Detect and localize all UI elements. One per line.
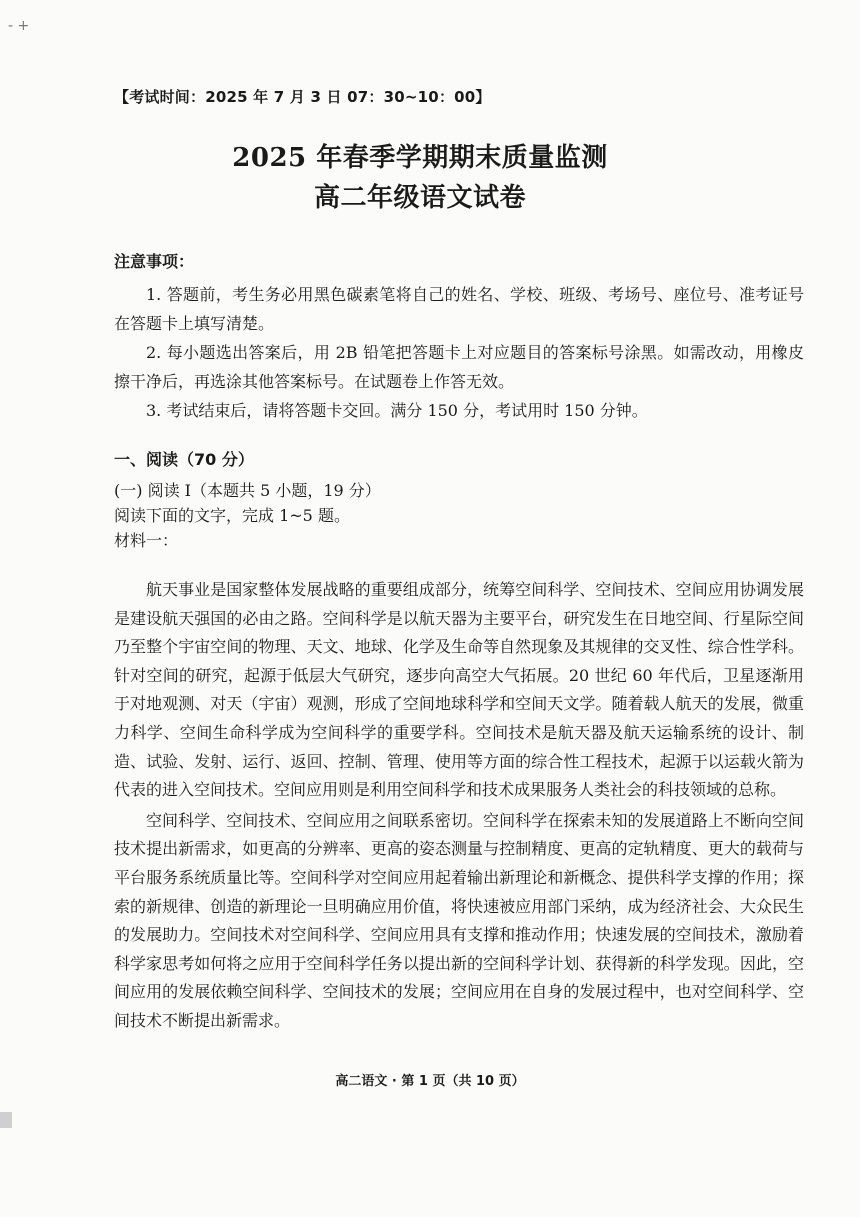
material-paragraph-1: 航天事业是国家整体发展战略的重要组成部分，统筹空间科学、空间技术、空间应用协调发展是建设航天强国的必由之路。空间科学是以航天器为主要平台，研究发生在日地空间、行星际空间乃至整个宇宙空间的物理、天文、地球、化学及生命等自然现象及其规律的交叉性、综合性学科。针对空间的研究，起源于低层大气研究，逐步向高空大气拓展。20 世纪 60 年代后，卫星逐渐用于对地观测、对天（宇宙）观测，形成了空间地球科学和空间天文学。随着载人航天的发展，微重力科学、空间生命科学成为空间科学的重要学科。空间技术是航天器及航天运输系统的设计、制造、试验、发射、运行、返回、控制、管理、使用等方面的综合性工程技术，起源于以运载火箭为代表的进入空间技术。空间应用则是利用空间科学和技术成果服务人类社会的科技领域的总称。 — [114, 580, 804, 800]
exam-title: 2025 年春季学期期末质量监测 — [232, 143, 608, 173]
title-block — [0, 138, 800, 218]
page-footer: 高二语文 · 第 1 页（共 10 页） — [335, 1074, 525, 1089]
exam-time: 【考试时间：2025 年 7 月 3 日 07：30~10：00】 — [114, 88, 491, 106]
reading-instruction: 阅读下面的文字，完成 1~5 题。 — [114, 506, 350, 525]
notice-item-3: 3. 考试结束后，请将答题卡交回。满分 150 分，考试用时 150 分钟。 — [146, 401, 648, 420]
notice-heading: 注意事项： — [114, 252, 195, 271]
material-label: 材料一： — [114, 531, 179, 550]
scan-edge-shadow — [0, 1112, 12, 1128]
sub-section-heading: (一) 阅读 I（本题共 5 小题，19 分） — [114, 481, 381, 500]
material-body — [114, 576, 804, 1038]
notice-item-1: 1. 答题前，考生务必用黑色碳素笔将自己的姓名、学校、班级、考场号、座位号、准考证号在答题卡上填写清楚。 — [114, 285, 804, 333]
notice-item-2: 2. 每小题选出答案后，用 2B 铅笔把答题卡上对应题目的答案标号涂黑。如需改动，用橡皮擦干净后，再选涂其他答案标号。在试题卷上作答无效。 — [114, 343, 804, 391]
notice-block — [114, 250, 804, 425]
material-paragraph-2: 空间科学、空间技术、空间应用之间联系密切。空间科学在探索未知的发展道路上不断向空间技术提出新需求，如更高的分辨率、更高的姿态测量与控制精度、更高的定轨精度、更大的载荷与平台服务系统质量比等。空间科学对空间应用起着输出新理论和新概念、提供科学支撑的作用；探索的新规律、创造的新理论一旦明确应用价值，将快速被应用部门采纳，成为经济社会、大众民生的发展助力。空间技术对空间科学、空间应用具有支撑和推动作用；快速发展的空间技术，激励着科学家思考如何将之应用于空间科学任务以提出新的空间科学计划、获得新的科学发现。因此，空间应用的发展依赖空间科学、空间技术的发展；空间应用在自身的发展过程中，也对空间科学、空间技术不断提出新需求。 — [114, 810, 804, 1030]
section-block — [114, 448, 804, 553]
exam-subtitle: 高二年级语文试卷 — [313, 183, 526, 213]
section-heading: 一、阅读（70 分） — [114, 450, 254, 469]
scan-corner-mark: - + — [8, 18, 30, 34]
